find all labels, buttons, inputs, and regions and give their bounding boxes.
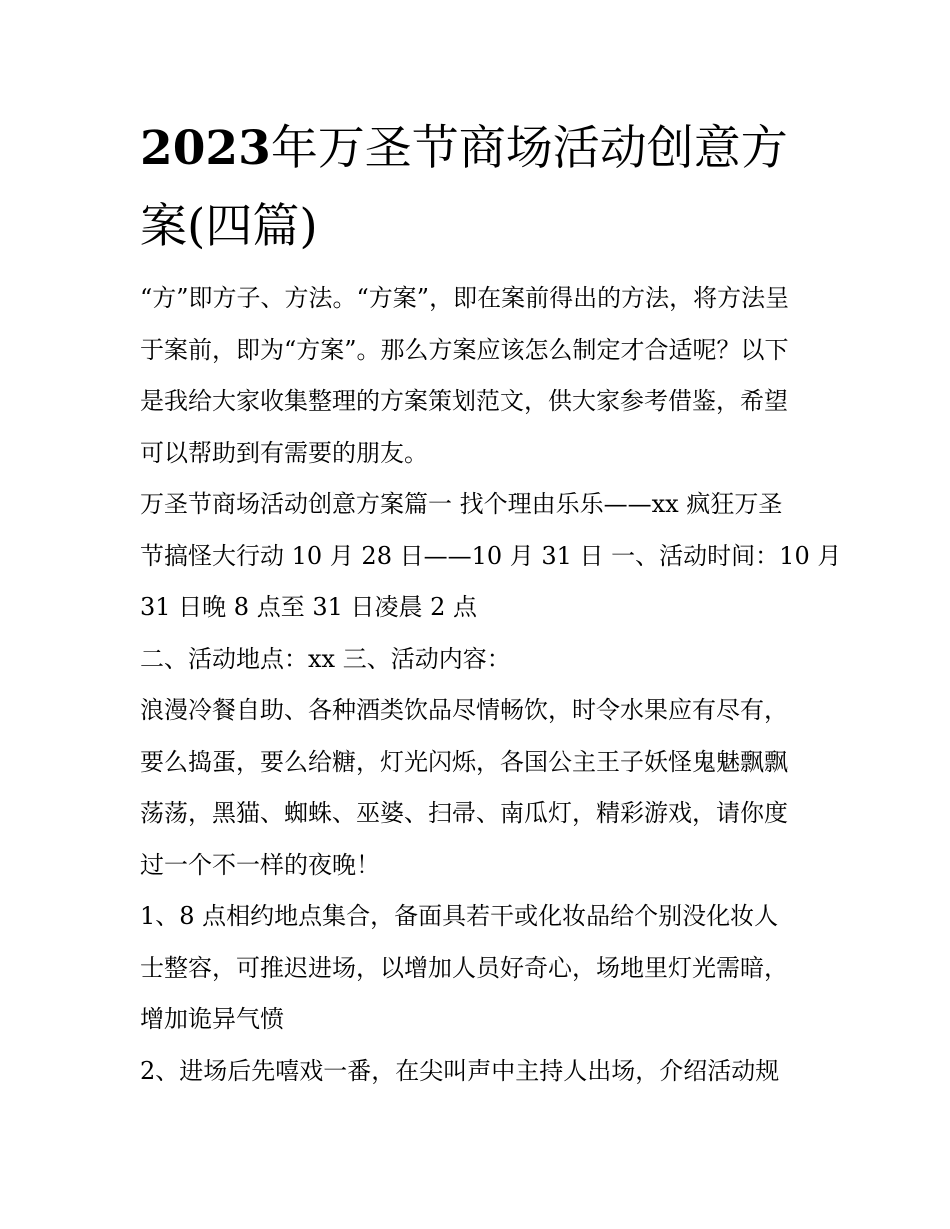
text-line: “方”即方子、方法。“方案”，即在案前得出的方法，将方法呈 [140,284,790,312]
title-year: 2023 [140,121,271,176]
document-title [140,110,830,266]
paragraph-step-one [140,891,820,1046]
text-line: 荡荡，黑猫、蜘蛛、巫婆、扫帚、南瓜灯，精彩游戏，请你度 [140,799,788,827]
text-line: 于案前，即为“方案”。那么方案应该怎么制定才合适呢？以下 [140,335,789,364]
title-line2: 案(四篇) [140,199,318,254]
text-line: 要么捣蛋，要么给糖，灯光闪烁，各国公主王子妖怪鬼魅飘飘 [140,747,788,776]
text-line: 2、进场后先嘻戏一番，在尖叫声中主持人出场，介绍活动规 [140,1056,780,1085]
text-line: 过一个不一样的夜晚！ [140,850,380,879]
text-line: 可以帮助到有需要的朋友。 [140,438,428,467]
text-line: 31 日晚 8 点至 31 日凌晨 2 点 [140,593,478,621]
paragraph-plan-one-heading [140,479,842,634]
text-line: 二、活动地点：xx 三、活动内容： [140,644,511,673]
paragraph-intro [140,273,820,479]
text-line: 是我给大家收集整理的方案策划范文，供大家参考借鉴，希望 [140,387,788,415]
paragraph-location [140,634,820,686]
text-line: 增加诡异气愤 [140,1005,284,1033]
text-line: 士整容，可推迟进场，以增加人员好奇心，场地里灯光需暗， [140,953,788,982]
document-body [140,273,842,1097]
text-line: 万圣节商场活动创意方案篇一 找个理由乐乐——xx 疯狂万圣 [140,490,783,518]
paragraph-content [140,685,820,891]
text-line: 节搞怪大行动 10 月 28 日——10 月 31 日 一、活动时间：10 月 [140,541,842,570]
text-line: 浪漫冷餐自助、各种酒类饮品尽情畅饮，时令水果应有尽有， [140,696,788,724]
paragraph-step-two [140,1046,820,1098]
title-line1-rest: 年万圣节商场活动创意方 [270,121,788,176]
text-line: 1、8 点相约地点集合，备面具若干或化妆品给个别没化妆人 [140,902,779,930]
